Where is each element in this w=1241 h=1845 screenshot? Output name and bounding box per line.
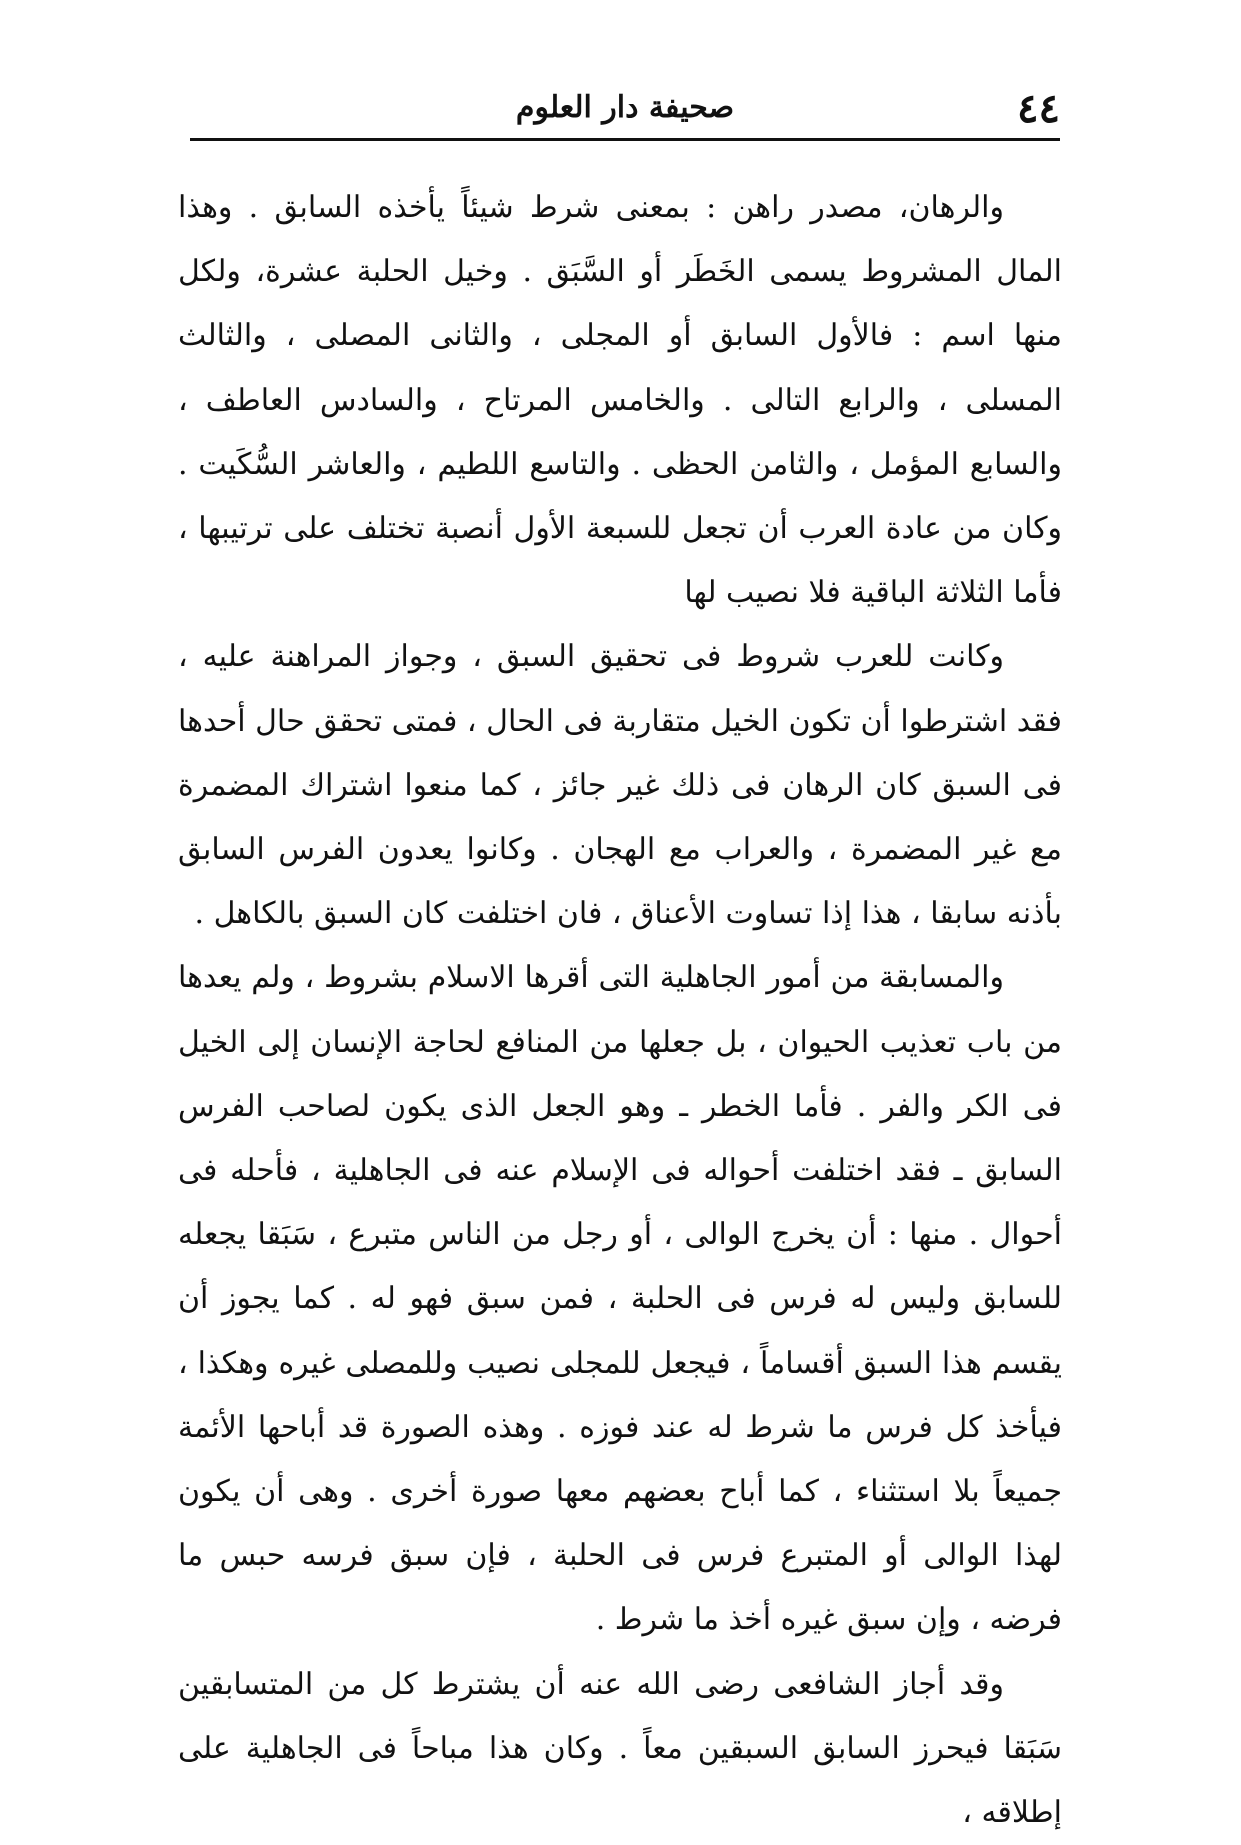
paragraph-1: والرهان، مصدر راهن : بمعنى شرط شيئاً يأخذه السابق . وهذا المال المشروط يسمى الخَطَر أو السَّبَق . وخيل الحلبة عشرة، ولكل منها اسم : فالأول السابق أو المجلى ، والثانى المصلى ، والثالث المسلى ، والرابع التالى . والخامس المرتاح ، والسادس العاطف ، والسابع المؤمل ، والثامن الحظى . والتاسع اللطيم ، والعاشر السُّكَيت . وكان من عادة العرب أن تجعل للسبعة الأول أنصبة تختلف على ترتيبها ، فأما الثلاثة الباقية فلا نصيب لها [178,190,1062,611]
paragraph-2: وكانت للعرب شروط فى تحقيق السبق ، وجواز المراهنة عليه ، فقد اشترطوا أن تكون الخيل متقاربة فى الحال ، فمتى تحقق حال أحدها فى السبق كان الرهان فى ذلك غير جائز ، كما منعوا اشتراك المضمرة مع غير المضمرة ، والعراب مع الهجان . وكانوا يعدون الفرس السابق بأذنه سابقا ، هذا إذا تساوت الأعناق ، فان اختلفت كان السبق بالكاهل . [178,639,1062,932]
header-divider [190,138,1060,141]
body-text [178,176,1062,1845]
paragraph-3: والمسابقة من أمور الجاهلية التى أقرها الاسلام بشروط ، ولم يعدها من باب تعذيب الحيوان ، بل جعلها من المنافع لحاجة الإنسان إلى الخيل فى الكر والفر . فأما الخطر ـ وهو الجعل الذى يكون لصاحب الفرس السابق ـ فقد اختلفت أحواله فى الإسلام عنه فى الجاهلية ، فأحله فى أحوال . منها : أن يخرج الوالى ، أو رجل من الناس متبرع ، سَبَقا يجعله للسابق وليس له فرس فى الحلبة ، فمن سبق فهو له . كما يجوز أن يقسم هذا السبق أقساماً ، فيجعل للمجلى نصيب وللمصلى غيره وهكذا ، فيأخذ كل فرس ما شرط له عند فوزه . وهذه الصورة قد أباحها الأئمة جميعاً بلا استثناء ، كما أباح بعضهم معها صورة أخرى . وهى أن يكون لهذا الوالى أو المتبرع فرس فى الحلبة ، فإن سبق فرسه حبس ما فرضه ، وإن سبق غيره أخذ ما شرط . [178,960,1062,1638]
paragraph-4: وقد أجاز الشافعى رضى الله عنه أن يشترط كل من المتسابقين سَبَقا فيحرز السابق السبقين معاً . وكان هذا مباحاً فى الجاهلية على إطلاقه ، [178,1666,1062,1831]
running-title: صحيفة دار العلوم [515,90,735,125]
page-header [190,84,1060,134]
page-number: ٤٤ [1017,85,1060,132]
